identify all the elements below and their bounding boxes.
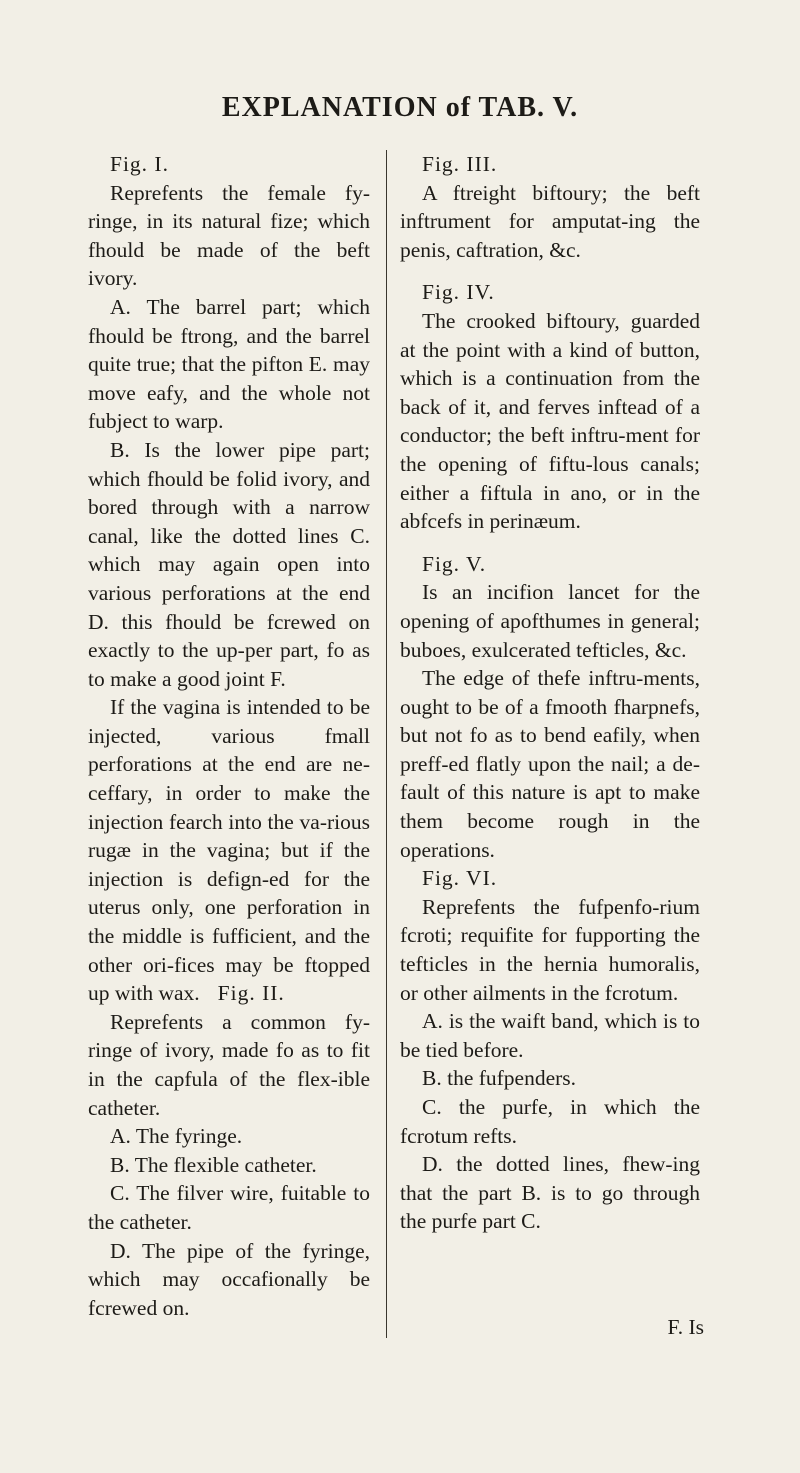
fig-2-item-a: A. The fyringe. xyxy=(110,1124,243,1149)
fig-4-heading: Fig. IV. xyxy=(422,280,495,305)
fig-4-description: The crooked biftoury, guarded at the point with a kind of button, which is a continuation from the back of it, and ferves inftead of a conductor; the beft inftru-ment for the opening of fiftu-lous canals; either a fiftula in ano, or in the abfcefs in perinæum. xyxy=(400,308,700,534)
fig-1-item-a: A. The barrel part; which fhould be ftrong, and the barrel quite true; that the pifton E. may move eafy, and the whole not fubject to warp. xyxy=(88,294,370,434)
page-title: EXPLANATION of TAB. V. xyxy=(221,92,579,123)
fig-2-heading: Fig. II. xyxy=(217,981,285,1006)
fig-5-heading: Fig. V. xyxy=(422,551,487,576)
fig-2-item-d: D. The pipe of the fyringe, which may occafionally be fcrewed on. xyxy=(88,1238,370,1320)
fig-6-item-b: B. the fufpenders. xyxy=(422,1066,577,1091)
fig-1-heading: Fig. I. xyxy=(110,152,169,176)
fig-3-heading: Fig. III. xyxy=(422,152,498,176)
fig-2-item-c: C. The filver wire, fuitable to the catheter. xyxy=(88,1181,370,1234)
fig-2-item-b: B. The flexible catheter. xyxy=(110,1152,317,1177)
fig-6-item-d: D. the dotted lines, fhew-ing that the part B. is to go through the purfe part C. xyxy=(400,1152,700,1234)
fig-6-item-c: C. the purfe, in which the fcrotum refts. xyxy=(400,1095,700,1148)
fig-6-heading: Fig. VI. xyxy=(422,866,498,891)
fig-5-description: Is an incifion lancet for the opening of apofthumes in general; buboes, exulcerated tefticles, &c. xyxy=(400,580,700,662)
fig-6-item-a: A. is the waift band, which is to be tied before. xyxy=(400,1009,700,1062)
right-column xyxy=(400,150,700,1236)
fig-1-item-b: B. Is the lower pipe part; which fhould be folid ivory, and bored through with a narrow canal, like the dotted lines C. which may again open into various perforations at the end D. this fhould be fcrewed on exactly to the up-per part, fo as to make a good joint F. xyxy=(88,437,370,691)
column-divider xyxy=(386,150,387,1338)
fig-1-description: Reprefents the female fy-ringe, in its natural fize; which fhould be made of the beft ivory. xyxy=(88,180,370,291)
fig-2-description: Reprefents a common fy-ringe of ivory, made fo as to fit in the capfula of the flex-ible catheter. xyxy=(88,1009,370,1120)
fig-6-description: Reprefents the fufpenfo-rium fcroti; requifite for fupporting the tefticles in the hernia humoralis, or other ailments in the fcrotum. xyxy=(400,894,700,1005)
fig-1-injection-note xyxy=(88,693,370,1008)
left-column xyxy=(88,150,370,1322)
fig-1-injection-text: If the vagina is intended to be injected, various fmall perforations at the end are ne-ceffary, in order to make the injection fearch into the va-rious rugæ in the vagina; but if the injection is defign-ed for the uterus only, one perforation in the middle is fufficient, and the other ori-fices may be ftopped up with wax. xyxy=(88,695,370,1006)
fig-3-description: A ftreight biftoury; the beft inftrument for amputat-ing the penis, caftration, &c. xyxy=(400,180,700,262)
fig-5-note: The edge of thefe inftru-ments, ought to be of a fmooth fharpnefs, but not fo as to bend eafily, when preff-ed flatly upon the nail; a de-fault of this nature is apt to make them become rough in the operations. xyxy=(400,666,700,862)
catchword: F. Is xyxy=(667,1315,704,1339)
